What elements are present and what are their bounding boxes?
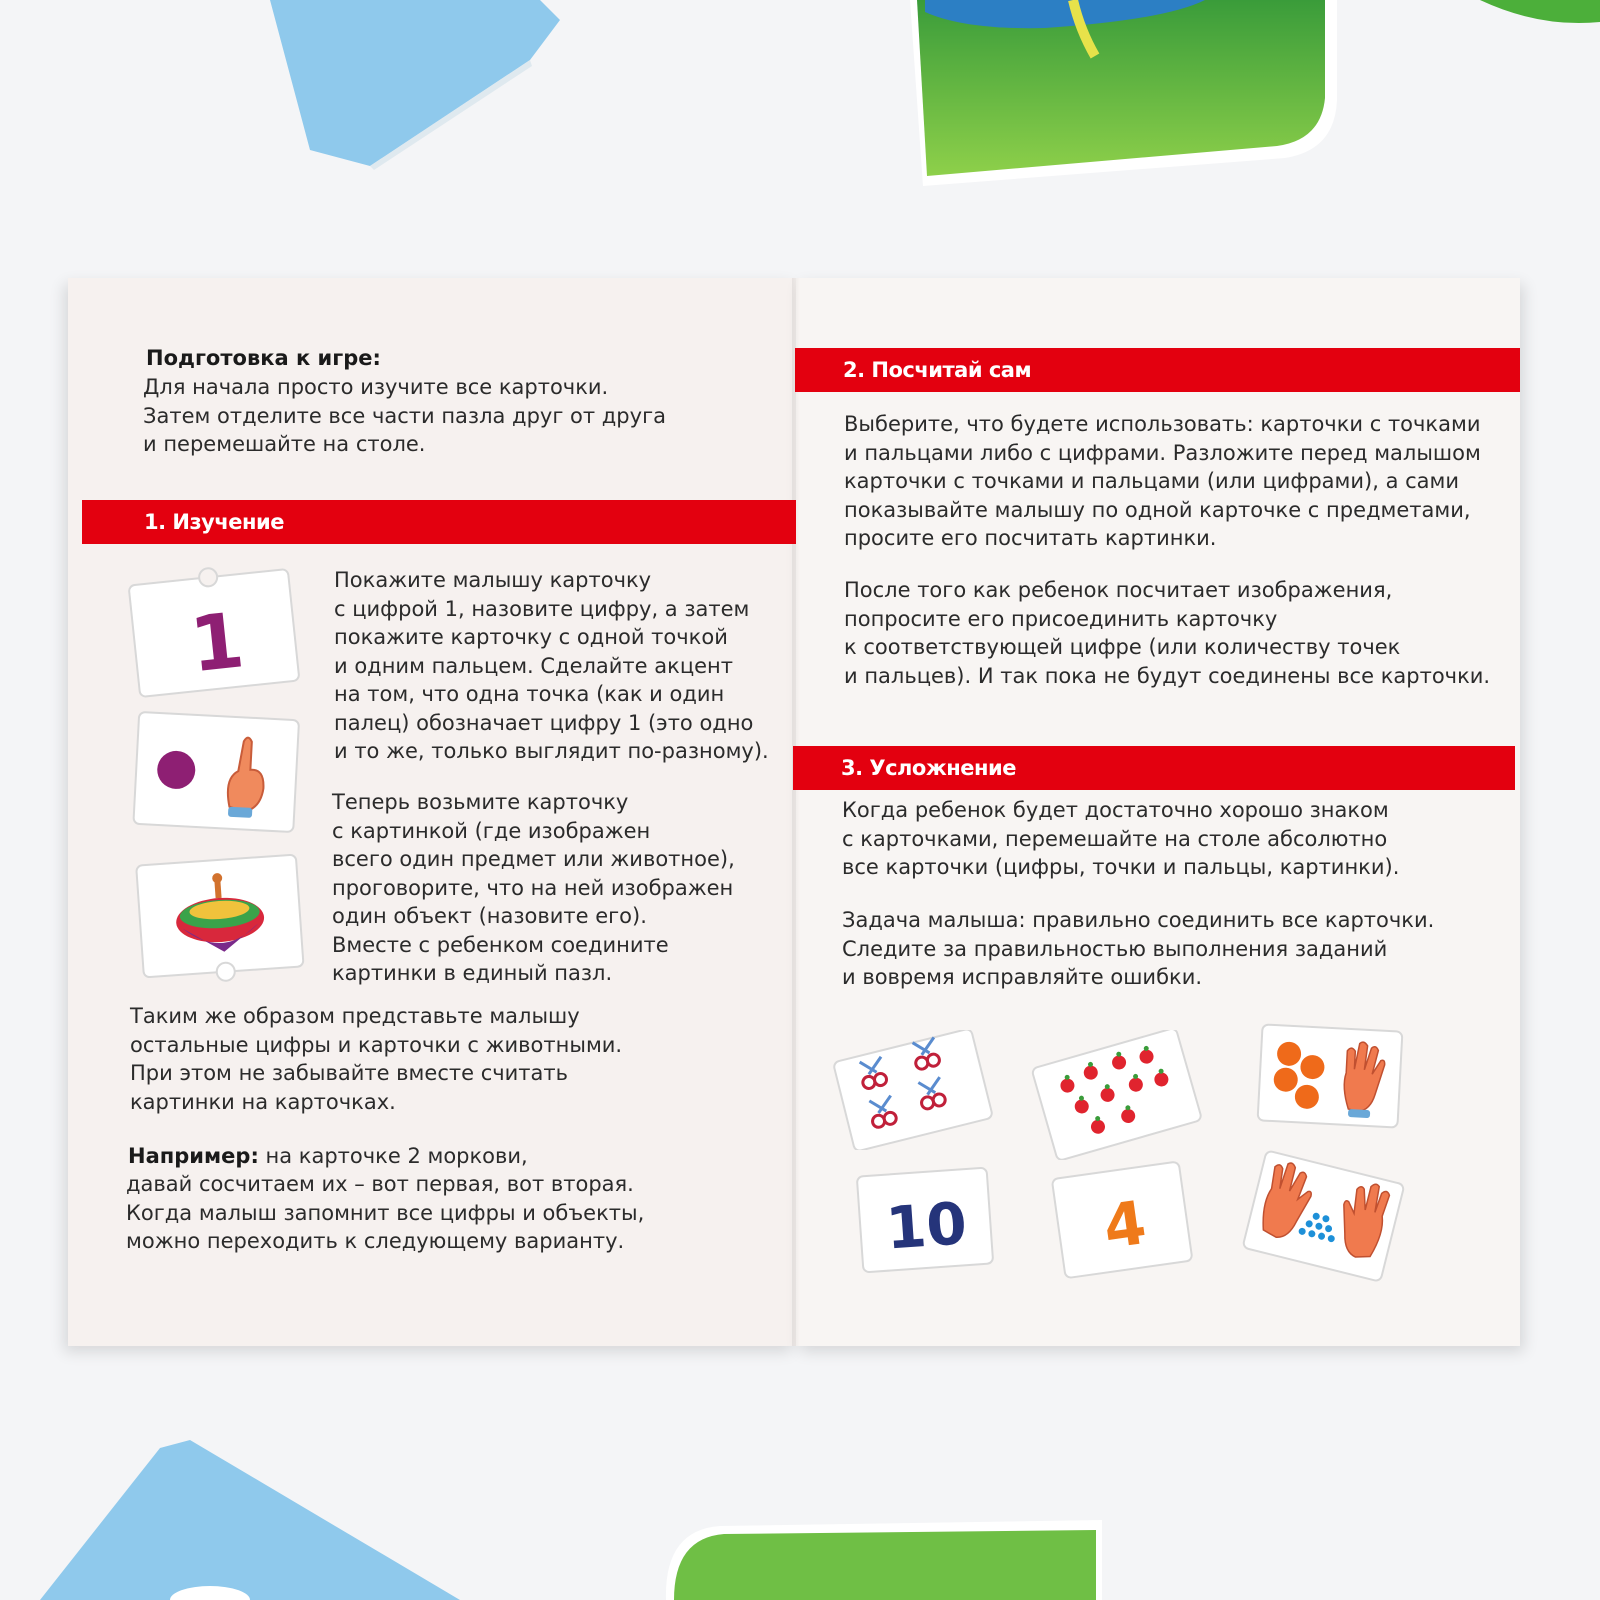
card-digit-four [1046, 1154, 1196, 1284]
section2-header [795, 348, 1520, 392]
card-digit-one-text: 1 [186, 595, 248, 690]
green-puzzle-piece-top [905, 0, 1345, 190]
card-digit-ten [850, 1160, 1000, 1280]
card-digit-one [124, 563, 304, 703]
section1-paragraph-1: Покажите малышу карточку с цифрой 1, назовите цифру, а затем покажите карточку с одной точкой и одним пальцем. Сделайте акцент на том, что одна точка (как и один палец) обозначает цифру 1 (это одно и то же, только выглядит по-разному). [334, 568, 769, 763]
instruction-booklet [68, 278, 1520, 1346]
card-dots-hand-four [1250, 1016, 1410, 1136]
example-line-1 [128, 1142, 528, 1171]
card-apples [1028, 1030, 1208, 1160]
section3-header [793, 746, 1515, 790]
section3-paragraph-2: Задача малыша: правильно соединить все карточки. Следите за правильностью выполнения заданий и вовремя исправляйте ошибки. [842, 908, 1435, 989]
section2-paragraph-2: После того как ребенок посчитает изображения, попросите его присоединить карточку к соответствующей цифре (или количеству точек и пальцев). И так пока не будут соединены все карточки. [844, 578, 1491, 688]
card-hands-dots [1238, 1148, 1408, 1288]
booklet-fold [792, 278, 800, 1346]
section1-header [82, 500, 796, 544]
card-digit-ten-text: 10 [883, 1189, 970, 1263]
section1-title: 1. Изучение [144, 510, 284, 534]
prep-title: Подготовка к игре: [146, 346, 381, 370]
prep-text: Для начала просто изучите все карточки. Затем отделите все части пазла друг от друга и перемешайте на столе. [143, 375, 666, 456]
example-text-line1: на карточке 2 моркови, [258, 1144, 528, 1168]
example-text-rest: давай сосчитаем их – вот первая, вот вторая. Когда малыш запомнит все цифры и объекты, можно переходить к следующему варианту. [126, 1172, 645, 1253]
green-puzzle-piece-bottom [660, 1520, 1110, 1600]
section3-paragraph-1: Когда ребенок будет достаточно хорошо знаком с карточками, перемешайте на столе абсолютно все карточки (цифры, точки и пальцы, картинки). [842, 798, 1400, 879]
section2-paragraph-1: Выберите, что будете использовать: карточки с точками и пальцами либо с цифрами. Разложите перед малышом карточки с точками и пальцами (или цифрами), а сами показывайте малышу по одной карточке с предметами, просите его посчитать картинки. [844, 412, 1481, 550]
section1-paragraph-3: Таким же образом представьте малышу остальные цифры и карточки с животными. При этом не забывайте вместе считать картинки на карточках. [130, 1004, 623, 1114]
card-dot-finger [126, 706, 306, 846]
green-puzzle-corner-top-right [1480, 0, 1600, 30]
card-digit-four-text: 4 [1099, 1187, 1151, 1264]
example-label: Например: [128, 1144, 259, 1168]
section1-paragraph-2: Теперь возьмите карточку с картинкой (где изображен всего один предмет или животное), проговорите, что на ней изображен один объект (назовите его). Вместе с ребенком соедините картинки в единый пазл. [332, 790, 735, 985]
section3-title: 3. Усложнение [841, 756, 1016, 780]
blue-puzzle-piece-bottom [40, 1440, 460, 1600]
blue-puzzle-piece-top [250, 0, 580, 170]
card-scissors [828, 1030, 998, 1150]
card-spinning-top [130, 848, 310, 988]
section2-title: 2. Посчитай сам [843, 358, 1032, 382]
